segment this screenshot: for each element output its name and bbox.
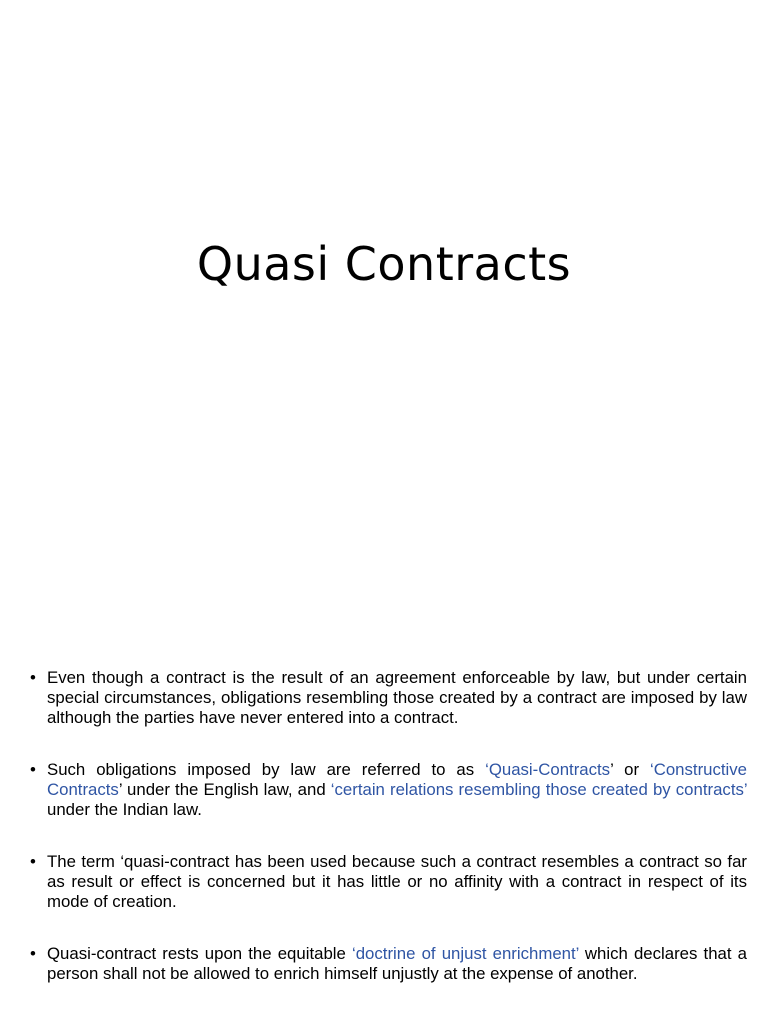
bullet-item-3: [30, 852, 747, 911]
bullet-text: under the Indian law.: [47, 799, 202, 819]
bullet-dot-icon: •: [30, 852, 36, 872]
bullet-text: Quasi-contract rests upon the equitable: [47, 944, 352, 964]
slide-title: Quasi Contracts: [196, 237, 572, 291]
bullet-list: [30, 668, 747, 984]
bullet-item-4: [30, 944, 747, 984]
bullet-text: Even though a contract is the result of an agreement enforceable by law, but under certain special circumstances, obligations resembling those created by a contract are imposed by law although the parties have never entered into a contract.: [47, 668, 747, 727]
bullet-item-1: [30, 668, 747, 727]
bullet-text: ’ or: [610, 760, 650, 780]
bullet-text: Such obligations imposed by law are referred to as: [47, 760, 486, 780]
bullet-dot-icon: •: [30, 760, 36, 780]
highlighted-term: ‘Quasi-Contracts: [485, 760, 611, 780]
highlighted-term: ‘certain relations resembling those created by contracts’: [330, 779, 747, 799]
highlighted-term: ‘Constructive Contracts: [47, 760, 747, 799]
bullet-item-2: [30, 760, 747, 819]
bullet-text: The term ‘quasi-contract has been used because such a contract resembles a contract so far as result or effect is concerned but it has little or no affinity with a contract in respect of its mode of creation.: [47, 852, 747, 911]
bullet-dot-icon: •: [30, 944, 36, 964]
bullet-dot-icon: •: [30, 668, 36, 687]
bullet-text: which declares that a person shall not be allowed to enrich himself unjustly at the expense of another.: [47, 944, 748, 984]
bullet-text: ’ under the English law, and: [118, 779, 331, 799]
highlighted-term: ‘doctrine of unjust enrichment’: [352, 944, 579, 964]
